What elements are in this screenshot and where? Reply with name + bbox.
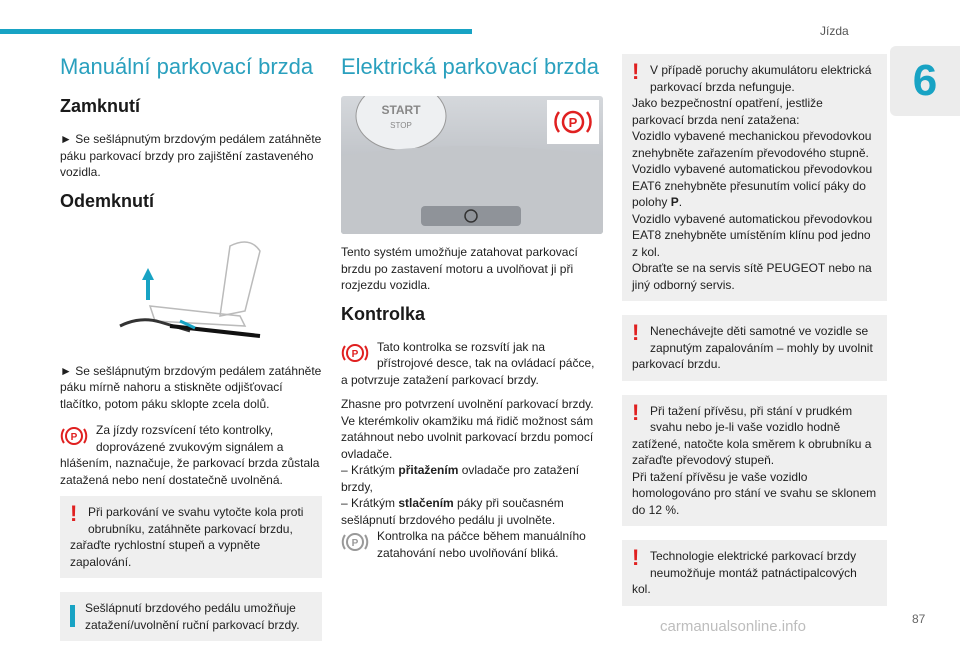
pull-instruction	[341, 462, 603, 495]
electric-brake-intro: Tento systém umožňuje zatahovat parkovací brzdu po zastavení motoru a uvolňovat ji při rozjezdu vozidla.	[341, 245, 578, 292]
svg-text:P: P	[568, 115, 578, 130]
page-number: 87	[912, 612, 926, 626]
unlock-heading: Odemknutí	[60, 190, 155, 211]
press-instruction	[341, 495, 603, 528]
svg-text:P: P	[351, 348, 359, 360]
console-photo-drawing	[341, 96, 603, 234]
blink-note	[341, 528, 603, 561]
wheels-text: Technologie elektrické parkovací brzdy neumožňuje montáž patnáctipalcových kol.	[632, 549, 857, 596]
press-prefix: – Krátkým	[341, 496, 399, 510]
watermark: carmanualsonline.info	[660, 618, 806, 635]
stop-label: STOP	[390, 121, 412, 130]
press-bold: stlačením	[398, 496, 454, 510]
parking-brake-lamp-icon	[341, 339, 369, 367]
lamp-text-3: Ve kterémkoliv okamžiku má řidič možnost sám zatáhnout nebo uvolnit parkovací brzdu pomocí ovladače.	[341, 413, 594, 461]
battery-l3: Vozidlo vybavené mechanickou převodovkou znehybněte zařazením převodového stupně.	[632, 129, 872, 160]
warning-exclamation-icon: !	[632, 59, 640, 84]
column-electric-brake	[341, 54, 603, 569]
svg-text:P: P	[351, 538, 359, 549]
trailer-text-b: Při tažení přívěsu je vaše vozidlo homologováno pro stání ve svahu se sklonem do 12 %.	[632, 469, 877, 517]
battery-l4-prefix: Vozidlo vybavené automatickou převodovkou EAT6 znehybněte přesunutím volicí páky do polohy	[632, 162, 873, 209]
column-warnings	[622, 54, 887, 620]
lamp-heading: Kontrolka	[341, 303, 426, 324]
start-label: START	[381, 103, 421, 117]
battery-l2: Jako bezpečnostní opatření, jestliže parkovací brzda není zatažena:	[632, 96, 823, 127]
pull-bold: přitažením	[398, 463, 459, 477]
lamp-text-2: Zhasne pro potvrzení uvolnění parkovací brzdy.	[341, 397, 594, 411]
children-text: Nenechávejte děti samotné ve vozidle se zapnutým zapalováním – mohly by uvolnit parkovací brzdu.	[632, 324, 873, 371]
lamp-note	[341, 339, 603, 389]
parking-brake-grey-icon	[341, 528, 369, 556]
section-label: Jízda	[820, 24, 849, 38]
warning-lamp-text: Za jízdy rozsvícení této kontrolky, doprovázené zvukovým signálem a hlášením, naznačuje, že parkovací brzda zůstala zatažená nebo není dostatečně uvolněná.	[60, 423, 320, 487]
unlock-text: ► Se sešlápnutým brzdovým pedálem zatáhněte páku mírně nahoru a stiskněte odjišťovací tlačítko, potom páku sklopte zcela dolů.	[60, 363, 322, 411]
info-box-text: Sešlápnutí brzdového pedálu umožňuje zatažení/uvolnění ruční parkovací brzdy.	[85, 601, 300, 632]
warning-box-text: Při parkování ve svahu vytočte kola proti obrubníku, zatáhněte parkovací brzdu, zařaďte rychlostní stupeň a vypněte zapalování.	[70, 505, 304, 569]
battery-l6: Obraťte se na servis sítě PEUGEOT nebo na jiný odborný servis.	[632, 261, 872, 292]
lock-heading: Zamknutí	[60, 96, 141, 116]
lamp-text: Tato kontrolka se rozsvítí jak na přístrojové desce, tak na ovládací páčce, a potvrzuje zatažení parkovací brzdy.	[341, 339, 595, 387]
warning-exclamation-icon: !	[632, 399, 640, 425]
svg-text:P: P	[70, 432, 78, 443]
blink-text: Kontrolka na páčce během manuálního zatahování nebo uvolňování bliká.	[377, 529, 586, 560]
warning-box-trailer	[622, 395, 887, 527]
info-i-icon	[70, 605, 75, 627]
pull-prefix: – Krátkým	[341, 463, 399, 477]
battery-first: V případě poruchy akumulátoru elektrická parkovací brzda nefunguje.	[650, 63, 872, 94]
column-manual-brake	[60, 54, 322, 655]
seat-lever-illustration	[110, 236, 290, 346]
battery-l5: Vozidlo vybavené automatickou převodovkou EAT8 znehybněte umístěním klínu pod jedno z kol.	[632, 211, 873, 259]
trailer-text-a: Při tažení přívěsu, při stání v prudkém svahu nebo je-li vaše vozidlo hodně zatížené, natočte kola směrem k obrubníku a zařaďte převodový stupeň.	[632, 403, 872, 467]
warning-exclamation-icon: !	[632, 320, 640, 345]
warning-exclamation-icon: !	[70, 501, 78, 526]
warning-box-battery	[622, 54, 887, 301]
press-suffix: páky při současném sešlápnutí brzdového pedálu ji uvolněte.	[341, 496, 564, 527]
header-accent-bar	[0, 29, 472, 34]
manual-brake-title: Manuální parkovací brzda	[60, 54, 314, 79]
chapter-number-tab: 6	[890, 46, 960, 116]
console-photo	[341, 96, 603, 234]
warning-box-wheels	[622, 540, 887, 606]
battery-l4-suffix: .	[678, 195, 683, 209]
parking-brake-warning-icon	[60, 422, 88, 450]
lock-text: ► Se sešlápnutým brzdovým pedálem zatáhněte páku parkovací brzdy pro zajištění zastaveného vozidla.	[60, 132, 322, 179]
brake-warning-lamp-note	[60, 422, 322, 488]
battery-l4	[632, 161, 877, 211]
warning-box-children	[622, 315, 887, 381]
pull-suffix: ovladače pro zatažení brzdy,	[341, 463, 580, 494]
warning-exclamation-icon: !	[632, 545, 640, 570]
warning-box-slope	[60, 496, 322, 578]
battery-l4-bold: P	[670, 195, 679, 209]
electric-brake-title: Elektrická parkovací brzda	[341, 54, 599, 79]
info-box-pedal	[60, 592, 322, 641]
